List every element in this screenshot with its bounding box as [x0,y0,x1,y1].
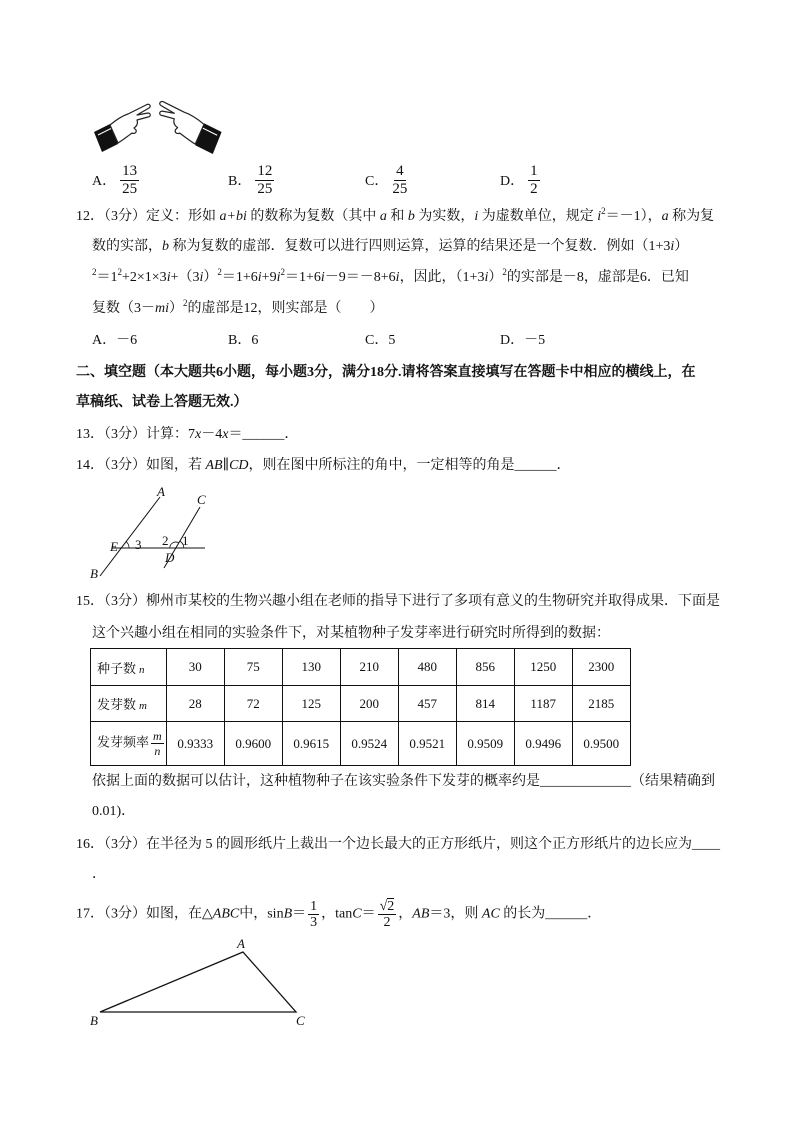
math-variable: ABC [212,906,240,922]
table-cell: 0.9615 [282,722,340,766]
section-heading: 二、填空题（本大题共6小题，每小题3分，满分18分.请将答案直接填写在答题卡中相应的横线上，在 [76,365,696,380]
q14-text [76,456,571,476]
label-e: E [110,539,118,554]
text-run: －9＝－8+6 [324,270,396,285]
row-label: 种子数 [97,660,137,676]
fraction [151,730,164,757]
text-run: 中，sin [239,906,284,922]
table-cell: 2185 [572,686,630,722]
numerator: m [153,729,162,743]
superscript: 2 [217,267,222,277]
q12-line-4 [92,299,384,319]
text-run: 12．（3分）定义：形如 [76,209,220,224]
left-hand-icon [94,104,150,152]
superscript: 2 [92,267,97,277]
table-cell: 0.9500 [572,722,630,766]
math-variable: i [484,270,489,285]
text-run: 称为复 [668,209,715,224]
math-variable: CD [229,458,249,473]
q12-line-3 [92,268,689,288]
math-variable: b [407,209,415,224]
math-variable: B [283,906,293,922]
text-run: 13．（3分）计算：7 [76,427,195,442]
superscript: 2 [117,267,122,277]
angle-3-arc [126,542,129,548]
text-run: 复数（3－ [92,301,155,316]
denominator: 2 [530,180,538,197]
text-run: ，因此，（1+3 [399,270,485,285]
radicand: 2 [387,899,395,914]
text-run: ， [398,906,413,922]
row-header [91,686,167,722]
text-run: ＝______． [228,427,299,442]
table-cell: 1187 [514,686,572,722]
table-cell: 200 [340,686,398,722]
q12-option-a: A．－6 [92,333,138,348]
text-run: ） [674,239,689,254]
text-run: ＝3，则 [429,906,482,922]
label-angle-2: 2 [162,533,169,548]
text-run: 数的实部， [92,239,162,254]
germination-table [90,648,631,766]
fraction [392,164,407,197]
table-cell: 0.9600 [224,722,282,766]
label-angle-1: 1 [182,533,189,548]
text-run: －4 [201,427,223,442]
fraction [378,900,397,929]
denominator: 25 [392,180,408,197]
table-row-seeds [91,649,631,686]
label-b: B [90,1013,98,1028]
table-cell: 75 [224,649,282,686]
option-label: A． [92,174,117,189]
math-variable: i [199,270,204,285]
math-variable: i [670,239,675,254]
table-cell: 0.9333 [166,722,224,766]
q11-option-b [228,163,276,197]
math-variable: AC [481,906,500,922]
table-cell: 0.9524 [340,722,398,766]
math-variable: i [320,270,325,285]
denominator: 2 [383,915,391,930]
text-run: ，则在图中所标注的角中，一定相等的角是______． [248,458,571,473]
table-cell: 856 [456,649,514,686]
row-header [91,649,167,686]
math-variable: x [222,427,229,442]
label-angle-3: 3 [135,537,142,552]
row-label: 发芽频率 [97,734,150,750]
text-run: 17．（3分）如图，在△ [76,906,213,922]
option-label: C． [365,174,389,189]
q12-option-d: D．－5 [500,333,546,348]
table-cell: 814 [456,686,514,722]
math-variable: a [379,209,387,224]
q16-line-2: ． [92,867,106,882]
text-run: ＝1+6 [284,270,321,285]
text-run: ） [488,270,503,285]
section-heading-cont: 草稿纸、试卷上答题无效.） [76,395,248,410]
triangle-figure [85,935,315,1030]
label-a: A [237,936,245,951]
superscript: 2 [601,206,606,216]
text-run: ＝1 [96,270,118,285]
numerator: 1 [530,162,538,179]
triangle-abc [100,952,296,1012]
line-ab [100,497,160,576]
fraction [528,164,540,197]
table-cell: 457 [398,686,456,722]
table-cell: 2300 [572,649,630,686]
superscript: 2 [502,267,507,277]
numerator: 12 [257,162,273,179]
text-run: 的长为______． [499,906,602,922]
table-cell: 125 [282,686,340,722]
q17-text [76,899,602,930]
q12-option-b: B．6 [228,333,259,348]
label-d: D [165,550,175,565]
table-cell: 130 [282,649,340,686]
text-run: 和 [386,209,408,224]
option-label: B． [228,174,252,189]
q15-line-2: 这个兴趣小组在相同的实验条件下，对某植物种子发芽率进行研究时所得到的数据： [92,626,610,641]
q13-text [76,425,298,445]
denominator: 25 [122,180,138,197]
text-run: ，tan [321,906,353,922]
superscript: 2 [183,298,188,308]
numerator: 13 [122,162,138,179]
math-variable: x [195,427,202,442]
math-variable: AB [205,458,223,473]
text-run: 为虚数单位，规定 [478,209,598,224]
math-variable: i [276,270,281,285]
label-b: B [90,566,98,581]
numerator: 4 [396,162,404,179]
text-run: ） [169,301,183,316]
math-variable: i [257,270,262,285]
text-run: ＝－1）， [605,209,662,224]
table-cell: 480 [398,649,456,686]
math-variable: i [395,270,400,285]
row-label: 发芽数 [97,697,137,712]
text-run: 为实数， [414,209,475,224]
q11-option-c [365,163,409,197]
table-cell: 0.9509 [456,722,514,766]
text-run: 的实部是－8，虚部是6．已知 [506,270,689,285]
numerator: 1 [310,899,318,914]
math-variable: mi [155,301,169,316]
label-c: C [296,1013,305,1028]
math-variable: m [139,700,147,712]
q12-option-c: C．5 [365,333,396,348]
table-cell: 210 [340,649,398,686]
math-variable: C [352,906,362,922]
math-variable: n [139,663,145,676]
q16-line-1: 16．（3分）在半径为 5 的圆形纸片上裁出一个边长最大的正方形纸片，则这个正方形纸片的边长应为____ [76,837,720,852]
denominator: 25 [257,180,273,197]
q11-option-d [500,163,542,197]
fraction [120,164,139,197]
text-run: ＝ [292,906,307,922]
table-cell: 1250 [514,649,572,686]
parallel-lines-figure [85,482,215,582]
text-run: 称为复数的虚部．复数可以进行四则运算，运算的结果还是一个复数．例如（1+3 [169,239,671,254]
table-cell: 72 [224,686,282,722]
text-run: ∥ [222,458,230,473]
q15-line-4: 0.01)． [92,804,136,819]
radical-sign: √ [379,899,388,914]
q15-line-3: 依据上面的数据可以估计，这种植物种子在该实验条件下发芽的概率约是_____________（结果精确到 [92,774,715,789]
fraction [255,164,274,197]
math-variable: a+bi [219,209,247,224]
denominator: n [154,744,161,758]
numerator [378,900,397,915]
math-variable: b [162,239,169,254]
math-variable: i [166,270,171,285]
text-run: +2×1×3 [122,270,167,285]
math-variable: i [597,209,602,224]
superscript: 2 [280,267,285,277]
label-a: A [157,484,165,499]
text-run: ） [203,270,218,285]
text-run: 的虚部是12，则实部是（ ） [187,301,384,316]
text-run: ＝1+6 [221,270,258,285]
math-variable: i [474,209,479,224]
table-row-germinated [91,686,631,722]
text-run: +（3 [170,270,200,285]
text-run: ＝ [361,906,376,922]
table-cell: 30 [166,649,224,686]
row-header [91,722,167,766]
hands-illustration [90,92,220,158]
q12-line-1 [76,207,714,227]
table-cell: 0.9496 [514,722,572,766]
math-variable: a [661,209,669,224]
text-run: 14．（3分）如图，若 [76,458,206,473]
denominator: 3 [310,915,318,930]
right-hand-icon [160,102,222,154]
text-run: +9 [261,270,277,285]
q15-line-1: 15．（3分）柳州市某校的生物兴趣小组在老师的指导下进行了多项有意义的生物研究并取得成果．下面是 [76,594,720,609]
q12-line-2 [92,237,688,257]
q11-option-a [92,163,141,197]
table-cell: 28 [166,686,224,722]
fraction [308,900,319,929]
text-run: 的数称为复数（其中 [246,209,380,224]
math-variable: AB [412,906,430,922]
label-c: C [197,492,206,507]
table-row-frequency [91,722,631,766]
option-label: D． [500,174,525,189]
table-cell: 0.9521 [398,722,456,766]
